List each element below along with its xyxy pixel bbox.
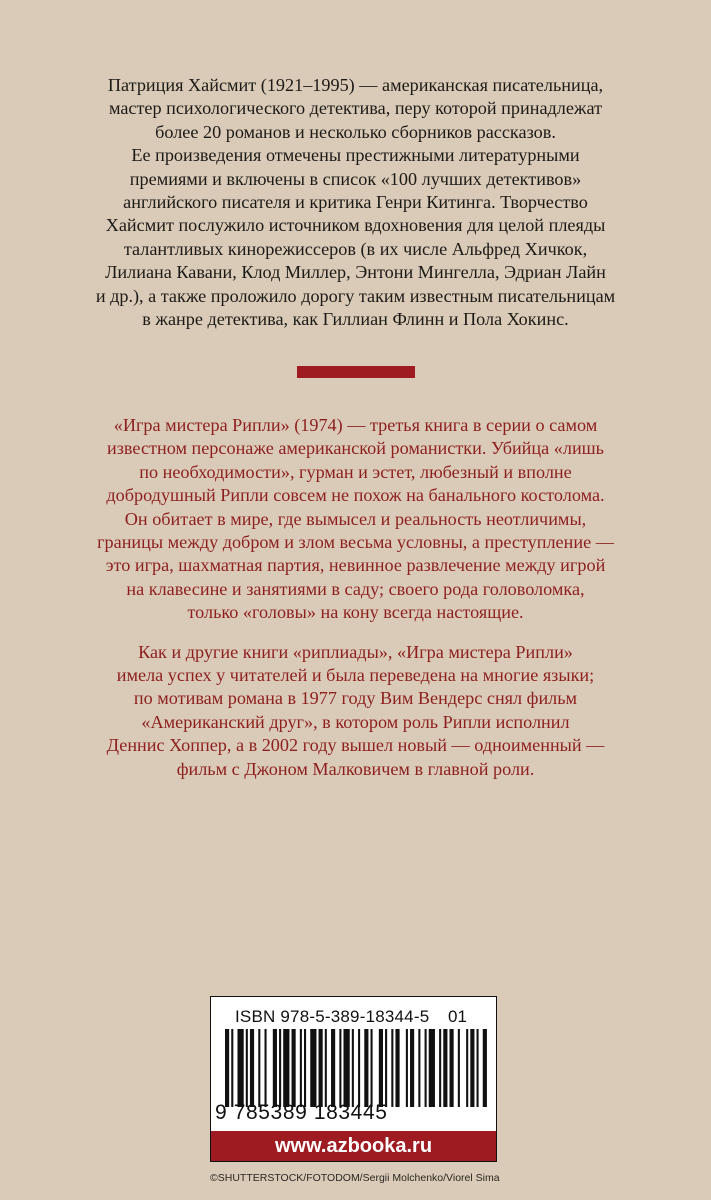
blurb-line: Деннис Хоппер, а в 2002 году вышел новый — одноименный — <box>106 735 605 756</box>
blurb-line: по необходимости», гурман и эстет, любезный и вполне <box>139 461 572 482</box>
blurb-line: Он обитает в мире, где вымысел и реальность неотличимы, <box>124 508 587 529</box>
bio-line: Лилиана Кавани, Клод Миллер, Энтони Мингелла, Эдриан Лайн <box>105 262 606 283</box>
photo-credit: ©SHUTTERSTOCK/FOTODOM/Sergii Molchenko/Viorel Sima <box>210 1172 500 1184</box>
bio-line: более 20 романов и несколько сборников рассказов. <box>155 121 556 142</box>
section-divider <box>297 366 415 378</box>
bio-line: мастер психологического детектива, перу которой принадлежат <box>108 98 603 119</box>
bio-line: в жанре детектива, как Гиллиан Флинн и Пола Хокинс. <box>142 309 569 330</box>
bio-line: талантливых кинорежиссеров (в их числе Альфред Хичкок, <box>123 238 588 259</box>
blurb-line: это игра, шахматная партия, невинное развлечение между игрой <box>105 555 606 576</box>
bio-line: Хайсмит послужило источником вдохновения для целой плеяды <box>105 215 606 236</box>
bio-line: премиями и включены в список «100 лучших детективов» <box>129 168 582 189</box>
blurb-line: только «головы» на кону всегда настоящие. <box>187 602 524 623</box>
blurb-line: на клавесине и занятиями в саду; своего рода головоломка, <box>126 578 585 599</box>
author-bio <box>40 74 671 331</box>
blurb-line: границы между добром и злом весьма условны, а преступление — <box>97 532 614 553</box>
blurb-line: «Игра мистера Рипли» (1974) — третья книга в серии о самом <box>113 415 598 435</box>
blurb-line: имела успех у читателей и была переведена на многие языки; <box>116 665 595 686</box>
blurb-paragraph <box>40 414 671 625</box>
bio-line: английского писателя и критика Генри Китинга. Творчество <box>123 192 588 213</box>
blurb-line: Как и другие книги «риплиады», «Игра мистера Рипли» <box>138 641 573 662</box>
blurb-line: фильм с Джоном Малковичем в главной роли. <box>176 758 535 779</box>
bio-line: и др.), а также проложило дорогу таким известным писательницам <box>95 285 616 306</box>
isbn-addon: 01 <box>448 1007 467 1026</box>
blurb-line: «Американский друг», в котором роль Рипли исполнил <box>141 711 570 732</box>
bio-line: Ее произведения отмечены престижными литературными <box>131 145 580 166</box>
blurb-paragraph <box>40 641 671 781</box>
barcode-bars-icon <box>225 1029 489 1107</box>
barcode-panel <box>210 996 497 1162</box>
isbn-label: ISBN 978-5-389-18344-5 <box>235 1007 430 1026</box>
ean-digits: 9 785389 183445 <box>215 1101 388 1124</box>
publisher-url: www.azbooka.ru <box>211 1131 496 1161</box>
blurb-line: по мотивам романа в 1977 году Вим Вендерс снял фильм <box>133 688 578 709</box>
blurb-line: известном персонаже американской романистки. Убийца «лишь <box>107 438 604 459</box>
bio-line: Патриция Хайсмит (1921–1995) — американская писательница, <box>107 75 604 95</box>
book-blurb <box>40 414 671 781</box>
blurb-line: добродушный Рипли совсем не похож на банального костолома. <box>106 485 605 506</box>
